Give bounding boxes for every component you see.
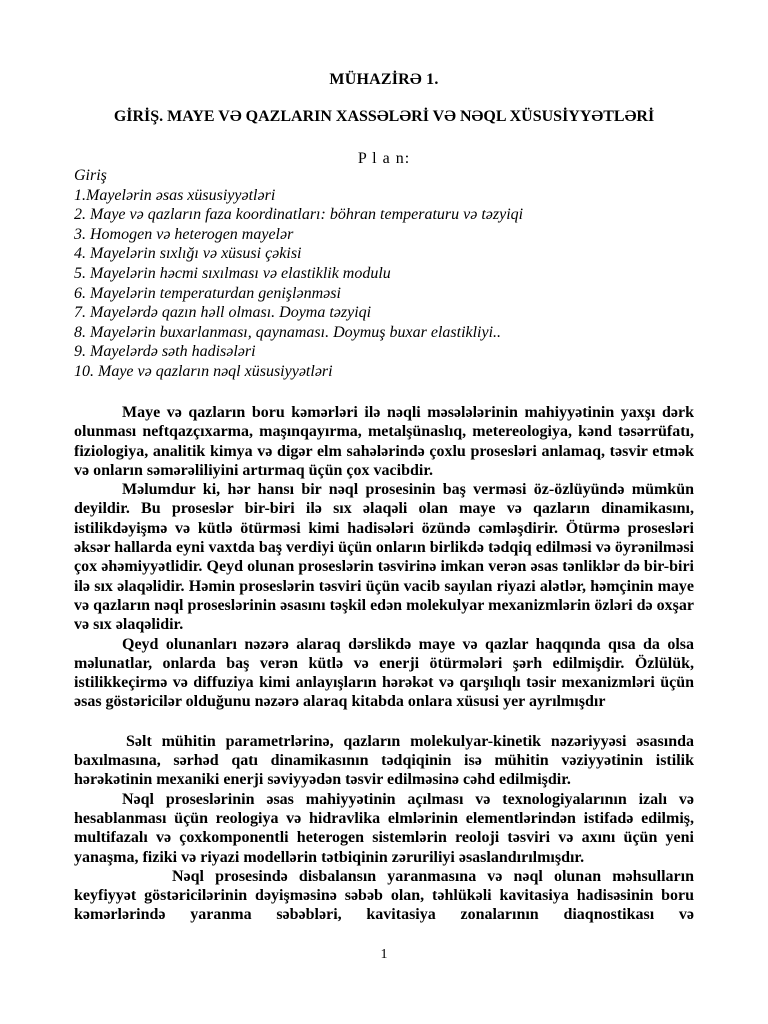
body-paragraph: Məlumdur ki, hər hansı bir nəql prosesinin baş verməsi öz-özlüyündə mümkün deyildir. Bu proseslər bir-biri ilə sıx əlaqəli olan maye və qazların dinamikasını, istilikdəyişmə və kütlə ötürməsi kimi hadisələri özündə cəmləşdirir. Ötürmə prosesləri əksər hallarda eyni vaxtda baş verdiyi üçün onların birlikdə tədqiq edilməsi və öyrənilməsi çox əhəmiyyətlidir. Qeyd olunan proseslərin təsvirinə imkan verən əsas tənliklər də bir-biri ilə sıx əlaqəlidir. Həmin proseslərin təsviri üçün vacib sayılan riyazi alətlər, həmçinin maye və qazların nəql proseslərinin əsasını təşkil edən molekulyar mexanizmlərin özləri də oxşar və sıx əlaqəlidir. [74, 481, 694, 634]
document-title: GİRİŞ. MAYE VƏ QAZLARIN XASSƏLƏRİ VƏ NƏQL XÜSUSİYYƏTLƏRİ [113, 108, 655, 125]
plan-item: 1.Mayelərin əsas xüsusiyyətləri [74, 186, 276, 204]
plan-item: 2. Maye və qazların faza koordinatları: böhran temperaturu və təzyiqi [74, 206, 524, 224]
body-text [74, 403, 694, 925]
page-number: 1 [380, 947, 388, 962]
plan-list [74, 166, 714, 382]
body-paragraph: Qeyd olunanları nəzərə alaraq dərslikdə maye və qazlar haqqında qısa da olsa məlunatlar, onlarda baş verən kütlə və enerji ötürmələri şərh edilmişdir. Özlülük, istilikkeçirmə və diffuziya kimi anlayışların hərəkət və qarşılıqlı təsir mexanizmləri üçün əsas göstəricilər olduğunu nəzərə alaraq kitabda onlara xüsusi yer ayrılmışdır [74, 635, 694, 711]
plan-item: 8. Mayelərin buxarlanması, qaynaması. Doymuş buxar elastikliyi.. [74, 323, 502, 341]
body-paragraph: Səlt mühitin parametrlərinə, qazların molekulyar-kinetik nəzəriyyəsi əsasında baxılmasına, sərhəd qatı dinamikasının tədqiqinin isə mühitin vəziyyətinin istilik hərəkətinin mexaniki enerji səviyyədən təsvir edilməsinə cəhd edilmişdir. [74, 732, 694, 789]
body-paragraph: Nəql prosesində disbalansın yaranmasına və nəql olunan məhsulların keyfiyyət göstəricilərinin dəyişməsinə səbəb olan, təhlükəli kavitasiya hadisəsinin boru kəmərlərində yaranma səbəbləri, kavitasiya zonalarının diaqnostikası və [74, 867, 694, 924]
plan-item: 6. Mayelərin temperaturdan genişlənməsi [74, 284, 341, 302]
plan-item: 9. Mayelərdə səth hadisələri [74, 343, 256, 361]
plan-item: 3. Homogen və heterogen mayelər [74, 225, 294, 243]
body-paragraph: Maye və qazların boru kəmərləri ilə nəqli məsələlərinin mahiyyətinin yaxşı dərk olunması neftqazçıxarma, maşınqayırma, metalşünaslıq, metereologiya, kənd təsərrüfatı, fiziologiya, analitik kimya və digər elm sahələrində çoxlu prosesləri anlamaq, təsvir etmək və onların səmərəliliyini artırmaq üçün çox vacibdir. [74, 404, 694, 479]
plan-heading: P l a n: [357, 150, 411, 167]
lecture-number: MÜHAZİRƏ 1. [329, 71, 439, 88]
plan-item: 7. Mayelərdə qazın həll olması. Doyma təzyiqi [74, 304, 372, 322]
plan-item: 5. Mayelərin həcmi sıxılması və elastiklik modulu [74, 264, 391, 282]
body-paragraph: Nəql proseslərinin əsas mahiyyətinin açılması və texnologiyalarının izalı və hesablanması üçün reologiya və hidravlika elmlərinin elementlərindən istifadə edilmiş, multifazalı və çoxkomponentli heterogen sistemlərin reoloji təsviri və axını üçün yeni yanaşma, fiziki və riyazi modellərin tətbiqinin zəruriliyi əsaslandırılmışdır. [74, 790, 694, 866]
plan-item: Giriş [74, 167, 107, 184]
plan-item: 10. Maye və qazların nəql xüsusiyyətləri [74, 362, 333, 380]
plan-item: 4. Mayelərin sıxlığı və xüsusi çəkisi [74, 245, 302, 263]
